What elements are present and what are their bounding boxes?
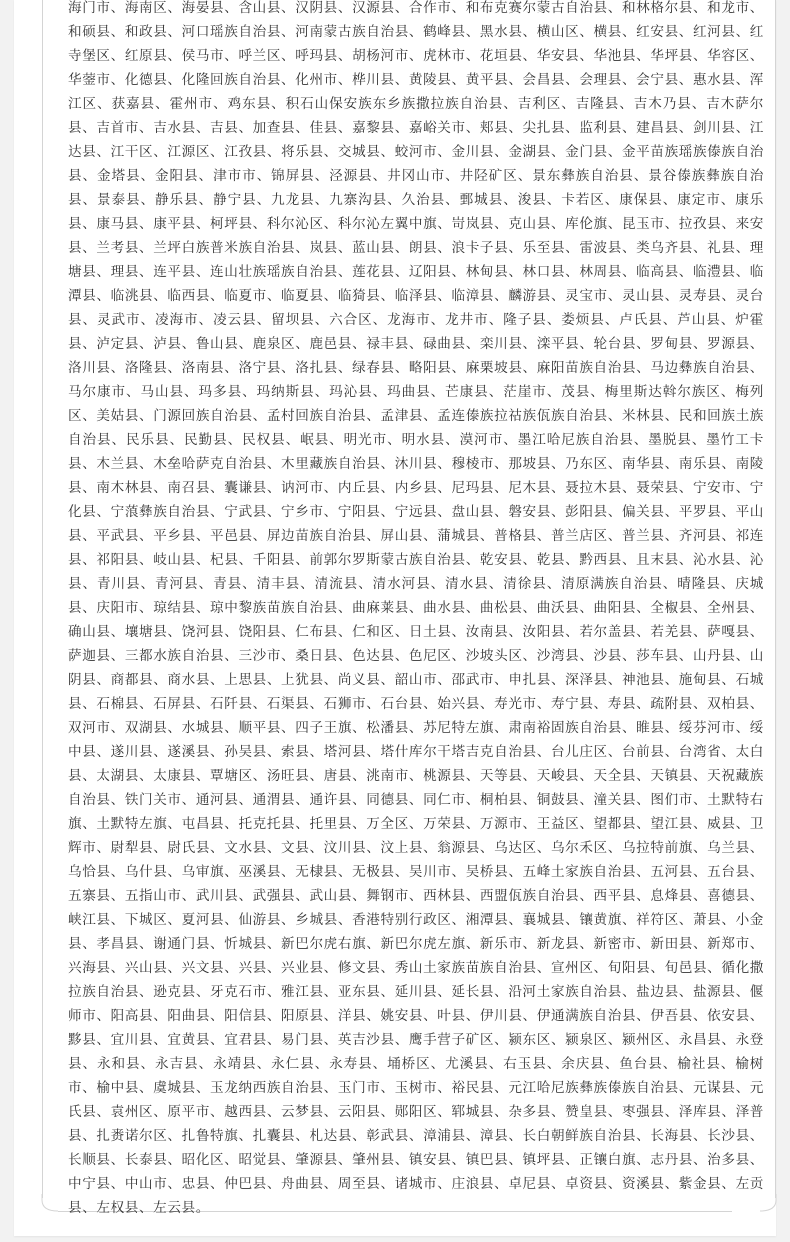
content-card (14, 0, 776, 1236)
county-list-text: 海门市、海南区、海晏县、含山县、汉阴县、汉源县、合作市、和布克赛尔蒙古自治县、和林格尔县、和龙市、和硕县、和政县、河口瑶族自治县、河南蒙古族自治县、鹤峰县、黑水县、横山区、横县、红安县、红河县、红寺堡区、红原县、侯马市、呼兰区、呼玛县、胡杨河市、虎林市、花垣县、华安县、华池县、华坪县、华容区、华蓥市、化德县、化隆回族自治县、化州市、桦川县、黄陵县、黄平县、会昌县、会理县、会宁县、惠水县、浑江区、获嘉县、霍州市、鸡东县、积石山保安族东乡族撒拉族自治县、吉利区、吉隆县、吉木乃县、吉木萨尔县、吉首市、吉水县、吉县、加查县、佳县、嘉黎县、嘉峪关市、郏县、尖扎县、监利县、建昌县、剑川县、江达县、江干区、江源区、江孜县、将乐县、交城县、蛟河市、金川县、金湖县、金门县、金平苗族瑶族傣族自治县、金塔县、金阳县、津市市、锦屏县、泾源县、井冈山市、井陉矿区、景东彝族自治县、景谷傣族彝族自治县、景泰县、静乐县、静宁县、九龙县、九寨沟县、久治县、鄄城县、浚县、卡若区、康保县、康定市、康乐县、康马县、康平县、柯坪县、科尔沁区、科尔沁左翼中旗、岢岚县、克山县、库伦旗、昆玉市、拉孜县、来安县、兰考县、兰坪白族普米族自治县、岚县、蓝山县、朗县、浪卡子县、乐至县、雷波县、类乌齐县、礼县、理塘县、理县、连平县、连山壮族瑶族自治县、莲花县、辽阳县、林甸县、林口县、林周县、临高县、临澧县、临潭县、临洮县、临西县、临夏市、临夏县、临猗县、临泽县、临漳县、麟游县、灵宝市、灵山县、灵寿县、灵台县、灵武市、凌海市、凌云县、留坝县、六合区、龙海市、龙井市、隆子县、娄烦县、卢氏县、芦山县、炉霍县、泸定县、泸县、鲁山县、鹿泉区、鹿邑县、禄丰县、碌曲县、栾川县、滦平县、轮台县、罗甸县、罗源县、洛川县、洛隆县、洛南县、洛宁县、洛扎县、绿春县、略阳县、麻栗坡县、麻阳苗族自治县、马边彝族自治县、马尔康市、马山县、玛多县、玛纳斯县、玛沁县、玛曲县、芒康县、茫崖市、茂县、梅里斯达斡尔族区、梅列区、美姑县、门源回族自治县、孟村回族自治县、孟津县、孟连傣族拉祜族佤族自治县、米林县、民和回族土族自治县、民乐县、民勤县、民权县、岷县、明光市、明水县、漠河市、墨江哈尼族自治县、墨脱县、墨竹工卡县、木兰县、木垒哈萨克自治县、木里藏族自治县、沐川县、穆棱市、那坡县、乃东区、南华县、南乐县、南陵县、南木林县、南召县、囊谦县、讷河市、内丘县、内乡县、尼玛县、尼木县、聂拉木县、聂荣县、宁安市、宁化县、宁蒗彝族自治县、宁武县、宁乡市、宁阳县、宁远县、盘山县、磐安县、彭阳县、偏关县、平罗县、平山县、平武县、平乡县、平邑县、屏边苗族自治县、屏山县、蒲城县、普格县、普兰店区、普兰县、齐河县、祁连县、祁阳县、岐山县、杞县、千阳县、前郭尔罗斯蒙古族自治县、乾安县、乾县、黔西县、且末县、沁水县、沁县、青川县、青河县、青县、清丰县、清流县、清水河县、清水县、清徐县、清原满族自治县、晴隆县、庆城县、庆阳市、琼结县、琼中黎族苗族自治县、曲麻莱县、曲水县、曲松县、曲沃县、曲阳县、全椒县、全州县、确山县、壤塘县、饶河县、饶阳县、仁布县、仁和区、日土县、汝南县、汝阳县、若尔盖县、若羌县、萨嘎县、萨迦县、三都水族自治县、三沙市、桑日县、色达县、色尼区、沙坡头区、沙湾县、沙县、莎车县、山丹县、山阴县、商都县、商水县、上思县、上犹县、尚义县、韶山市、邵武市、申扎县、深泽县、神池县、施甸县、石城县、石棉县、石屏县、石阡县、石渠县、石狮市、石台县、始兴县、寿光市、寿宁县、寿县、疏附县、双柏县、双河市、双湖县、水城县、顺平县、四子王旗、松潘县、苏尼特左旗、肃南裕固族自治县、睢县、绥芬河市、绥中县、遂川县、遂溪县、孙吴县、索县、塔河县、塔什库尔干塔吉克自治县、台儿庄区、台前县、台湾省、太白县、太湖县、太康县、覃塘区、汤旺县、唐县、洮南市、桃源县、天等县、天峻县、天全县、天镇县、天祝藏族自治县、铁门关市、通河县、通渭县、通许县、同德县、同仁市、桐柏县、铜鼓县、潼关县、图们市、土默特右旗、土默特左旗、屯昌县、托克托县、托里县、万全区、万荣县、万源市、王益区、望都县、望江县、威县、卫辉市、尉犁县、尉氏县、文水县、文县、汶川县、汶上县、翁源县、乌达区、乌尔禾区、乌拉特前旗、乌兰县、乌恰县、乌什县、乌审旗、巫溪县、无棣县、无极县、吴川市、吴桥县、五峰土家族自治县、五河县、五台县、五寨县、五指山市、武川县、武强县、武山县、舞钢市、西林县、西盟佤族自治县、西平县、息烽县、喜德县、峡江县、下城区、夏河县、仙游县、乡城县、香港特别行政区、湘潭县、襄城县、镶黄旗、祥符区、萧县、小金县、孝昌县、谢通门县、忻城县、新巴尔虎右旗、新巴尔虎左旗、新乐市、新龙县、新密市、新田县、新郑市、兴海县、兴山县、兴文县、兴县、兴业县、修文县、秀山土家族苗族自治县、宣州区、旬阳县、旬邑县、循化撒拉族自治县、逊克县、牙克石市、雅江县、亚东县、延川县、延长县、沿河土家族自治县、盐边县、盐源县、偃师市、阳高县、阳曲县、阳信县、阳原县、洋县、姚安县、叶县、伊川县、伊通满族自治县、伊吾县、依安县、黟县、宜川县、宜黄县、宜君县、易门县、英吉沙县、鹰手营子矿区、颍东区、颍泉区、颍州区、永昌县、永登县、永和县、永吉县、永靖县、永仁县、永寿县、埇桥区、尤溪县、右玉县、余庆县、鱼台县、榆社县、榆树市、榆中县、虞城县、玉龙纳西族自治县、玉门市、玉树市、裕民县、元江哈尼族彝族傣族自治县、元谋县、元氏县、袁州区、原平市、越西县、云梦县、云阳县、郧阳区、郓城县、杂多县、赞皇县、枣强县、泽库县、泽普县、扎赉诺尔区、扎鲁特旗、扎囊县、札达县、彰武县、漳浦县、漳县、长白朝鲜族自治县、长海县、长沙县、长顺县、长泰县、昭化区、昭觉县、肇源县、肇州县、镇安县、镇巴县、镇坪县、正镶白旗、志丹县、治多县、中宁县、中山市、忠县、仲巴县、舟曲县、周至县、诸城市、庄浪县、卓尼县、卓资县、资溪县、紫金县、左贡县、左权县、左云县。 (68, 0, 764, 1216)
left-corner-ornament-icon (41, 1194, 59, 1212)
